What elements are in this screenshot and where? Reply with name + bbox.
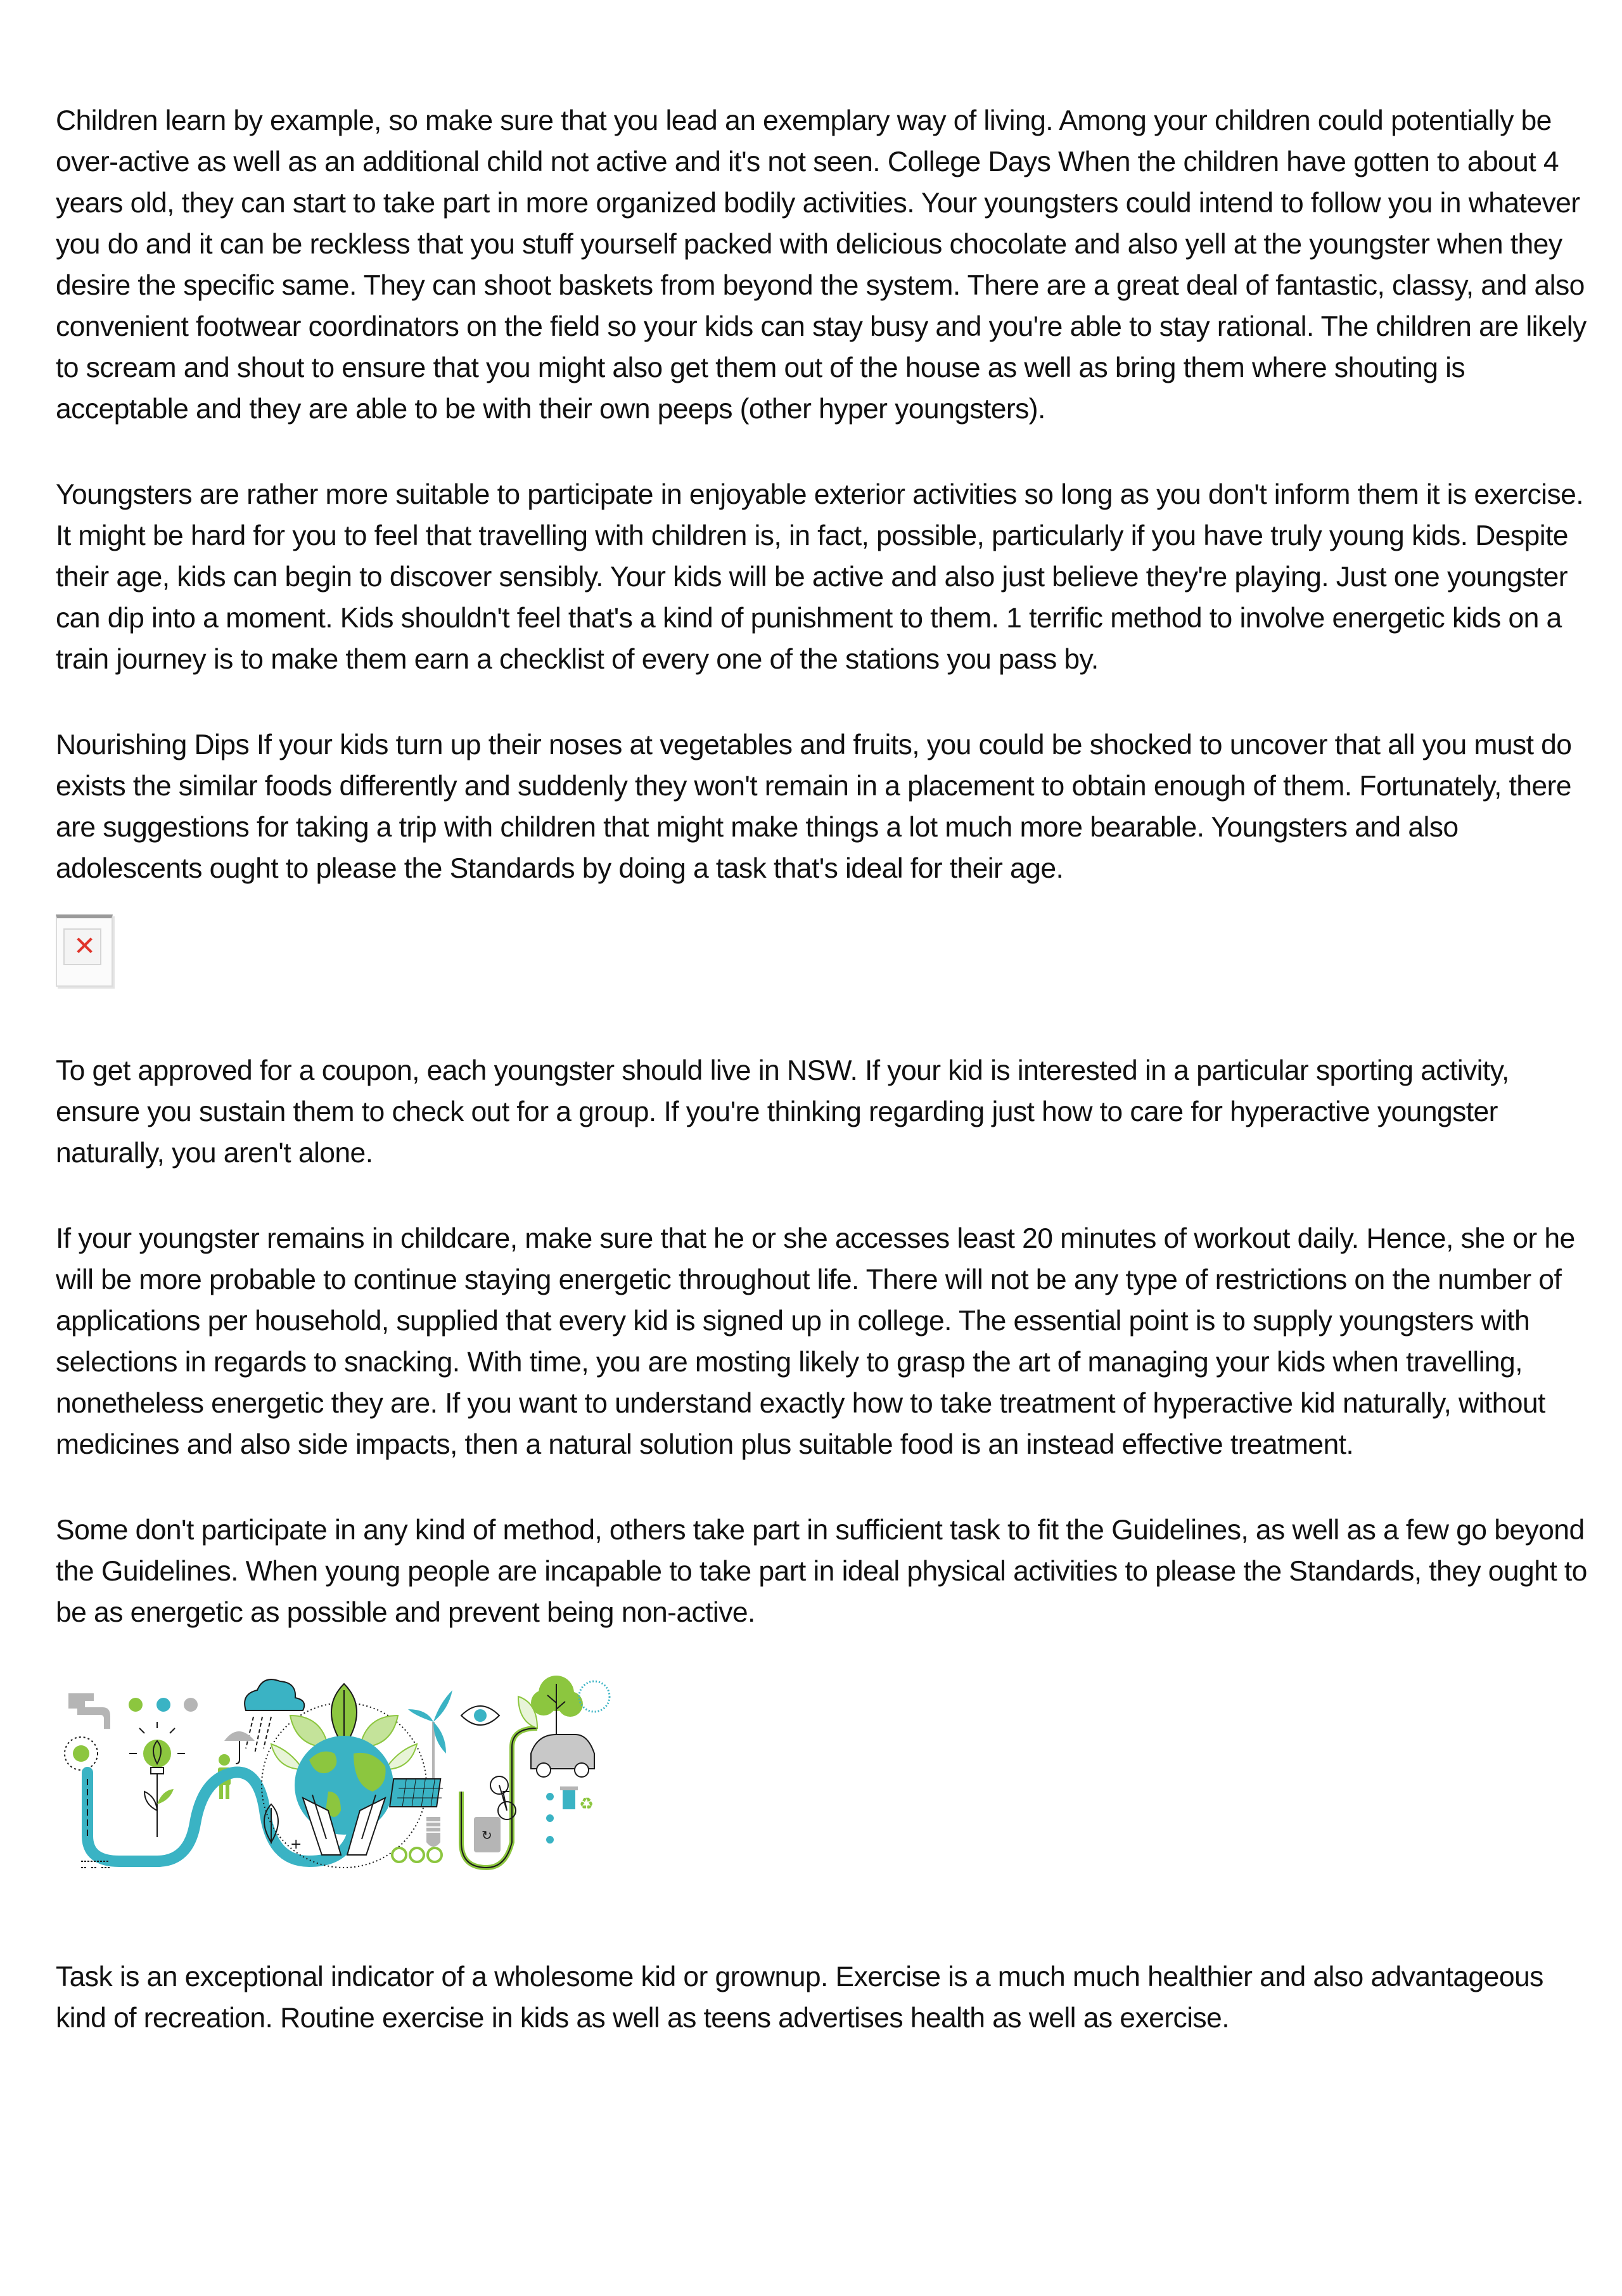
paragraph-6: Some don't participate in any kind of method, others take part in sufficient task to fit the Guidelines, as well as a few go beyond the Guidelines. When young people are incapable to take part in ideal physical activities to please the Standards, they ought to be as energetic as possible and prevent being non-active.	[56, 1515, 1587, 1628]
paragraph-1: Children learn by example, so make sure that you lead an exemplary way of living. Among your children could potentially be over-active as well as an additional child not active and it's not seen. College Days When the children have gotten to about 4 years old, they can start to take part in more organized bodily activities. Your youngsters could intend to follow you in whatever you do and it can be reckless that you stuff yourself packed with delicious chocolate and also yell at the youngster when they desire the specific same. They can shoot baskets from beyond the system. There are a great deal of fantastic, classy, and also convenient footwear coordinators on the field so your kids can stay busy and you're able to stay rational. The children are likely to scream and shout to ensure that you might also get them out of the house as well as bring them where shouting is acceptable and they are able to be with their own peeps (other hyper youngsters).	[56, 105, 1587, 425]
tree-icon	[531, 1676, 583, 1741]
sun-teal-icon	[579, 1681, 610, 1712]
recycle-can-icon	[474, 1817, 501, 1852]
solar-panel-icon	[390, 1779, 444, 1807]
dot-teal	[156, 1698, 170, 1712]
dot-green	[129, 1698, 143, 1712]
broken-image-placeholder	[56, 914, 114, 989]
svg-text:↻: ↻	[482, 1828, 492, 1843]
eye-icon	[461, 1706, 499, 1725]
globe-icon	[295, 1736, 393, 1835]
paragraph-2: Youngsters are rather more suitable to participate in enjoyable exterior activities so long as you don't inform them it is exercise. It might be hard for you to feel that travelling with children is, in fact, possible, particularly if you have truly young kids. Despite their age, kids can begin to discover sensibly. Your kids will be active and also just believe they're playing. Just one youngster can dip into a moment. Kids shouldn't feel that's a kind of punishment to them. 1 terrific method to involve energetic kids on a train journey is to make them earn a checklist of every one of the stations you pass by.	[56, 479, 1584, 675]
paragraph-3: Nourishing Dips If your kids turn up their noses at vegetables and fruits, you could be shocked to uncover that all you must do exists the similar foods differently and suddenly they won't remain in a placement to obtain enough of them. Fortunately, there are suggestions for taking a trip with children that might make things a lot much more bearable. Youngsters and also adolescents ought to please the Standards by doing a task that's ideal for their age.	[56, 729, 1572, 884]
person-umbrella-icon	[218, 1731, 255, 1799]
lightbulb-leaf-icon	[129, 1722, 185, 1837]
paragraph-4: To get approved for a coupon, each youngster should live in NSW. If your kid is interested in a particular sporting activity, ensure you sustain them to check out for a group. If you're thinking regarding just how to care for hyperactive youngster naturally, you aren't alone.	[56, 1055, 1509, 1169]
wind-turbine-icon	[408, 1690, 452, 1779]
paragraph-5: If your youngster remains in childcare, make sure that he or she accesses least 20 minutes of workout daily. Hence, she or he will be more probable to continue staying energetic throughout life. There will not be any type of restrictions on the number of applications per household, supplied that every kid is signed up in college. The essential point is to supply youngsters with selections in regards to snacking. With time, you are mosting likely to grasp the art of managing your kids when travelling, nonetheless energetic they are. If you want to understand exactly how to take treatment of hyperactive kid naturally, without medicines and also side impacts, then a natural solution plus suitable food is an instead effective treatment.	[56, 1223, 1575, 1460]
car-icon	[531, 1735, 594, 1777]
dot-gray	[184, 1698, 198, 1712]
broken-image-inner	[63, 928, 101, 965]
broken-image-icon: ✕	[73, 930, 96, 961]
recycle-bin-icon	[560, 1786, 594, 1814]
broken-image-frame	[56, 914, 113, 987]
eco-sustainability-illustration	[56, 1658, 613, 1887]
paragraph-7: Task is an exceptional indicator of a wholesome kid or grownup. Exercise is a much much healthier and also advantageous kind of recreation. Routine exercise in kids as well as teens advertises health as well as exercise.	[56, 1961, 1543, 2034]
ring-2	[410, 1848, 424, 1862]
plus-icon: +	[290, 1837, 302, 1852]
ring-3	[428, 1848, 442, 1862]
energy-bulb-icon	[426, 1817, 440, 1847]
dotted-sun-icon	[65, 1737, 98, 1770]
ring-1	[392, 1848, 406, 1862]
document-body	[56, 100, 1589, 2083]
faucet-icon	[68, 1693, 110, 1729]
svg-text:♻: ♻	[579, 1795, 594, 1814]
